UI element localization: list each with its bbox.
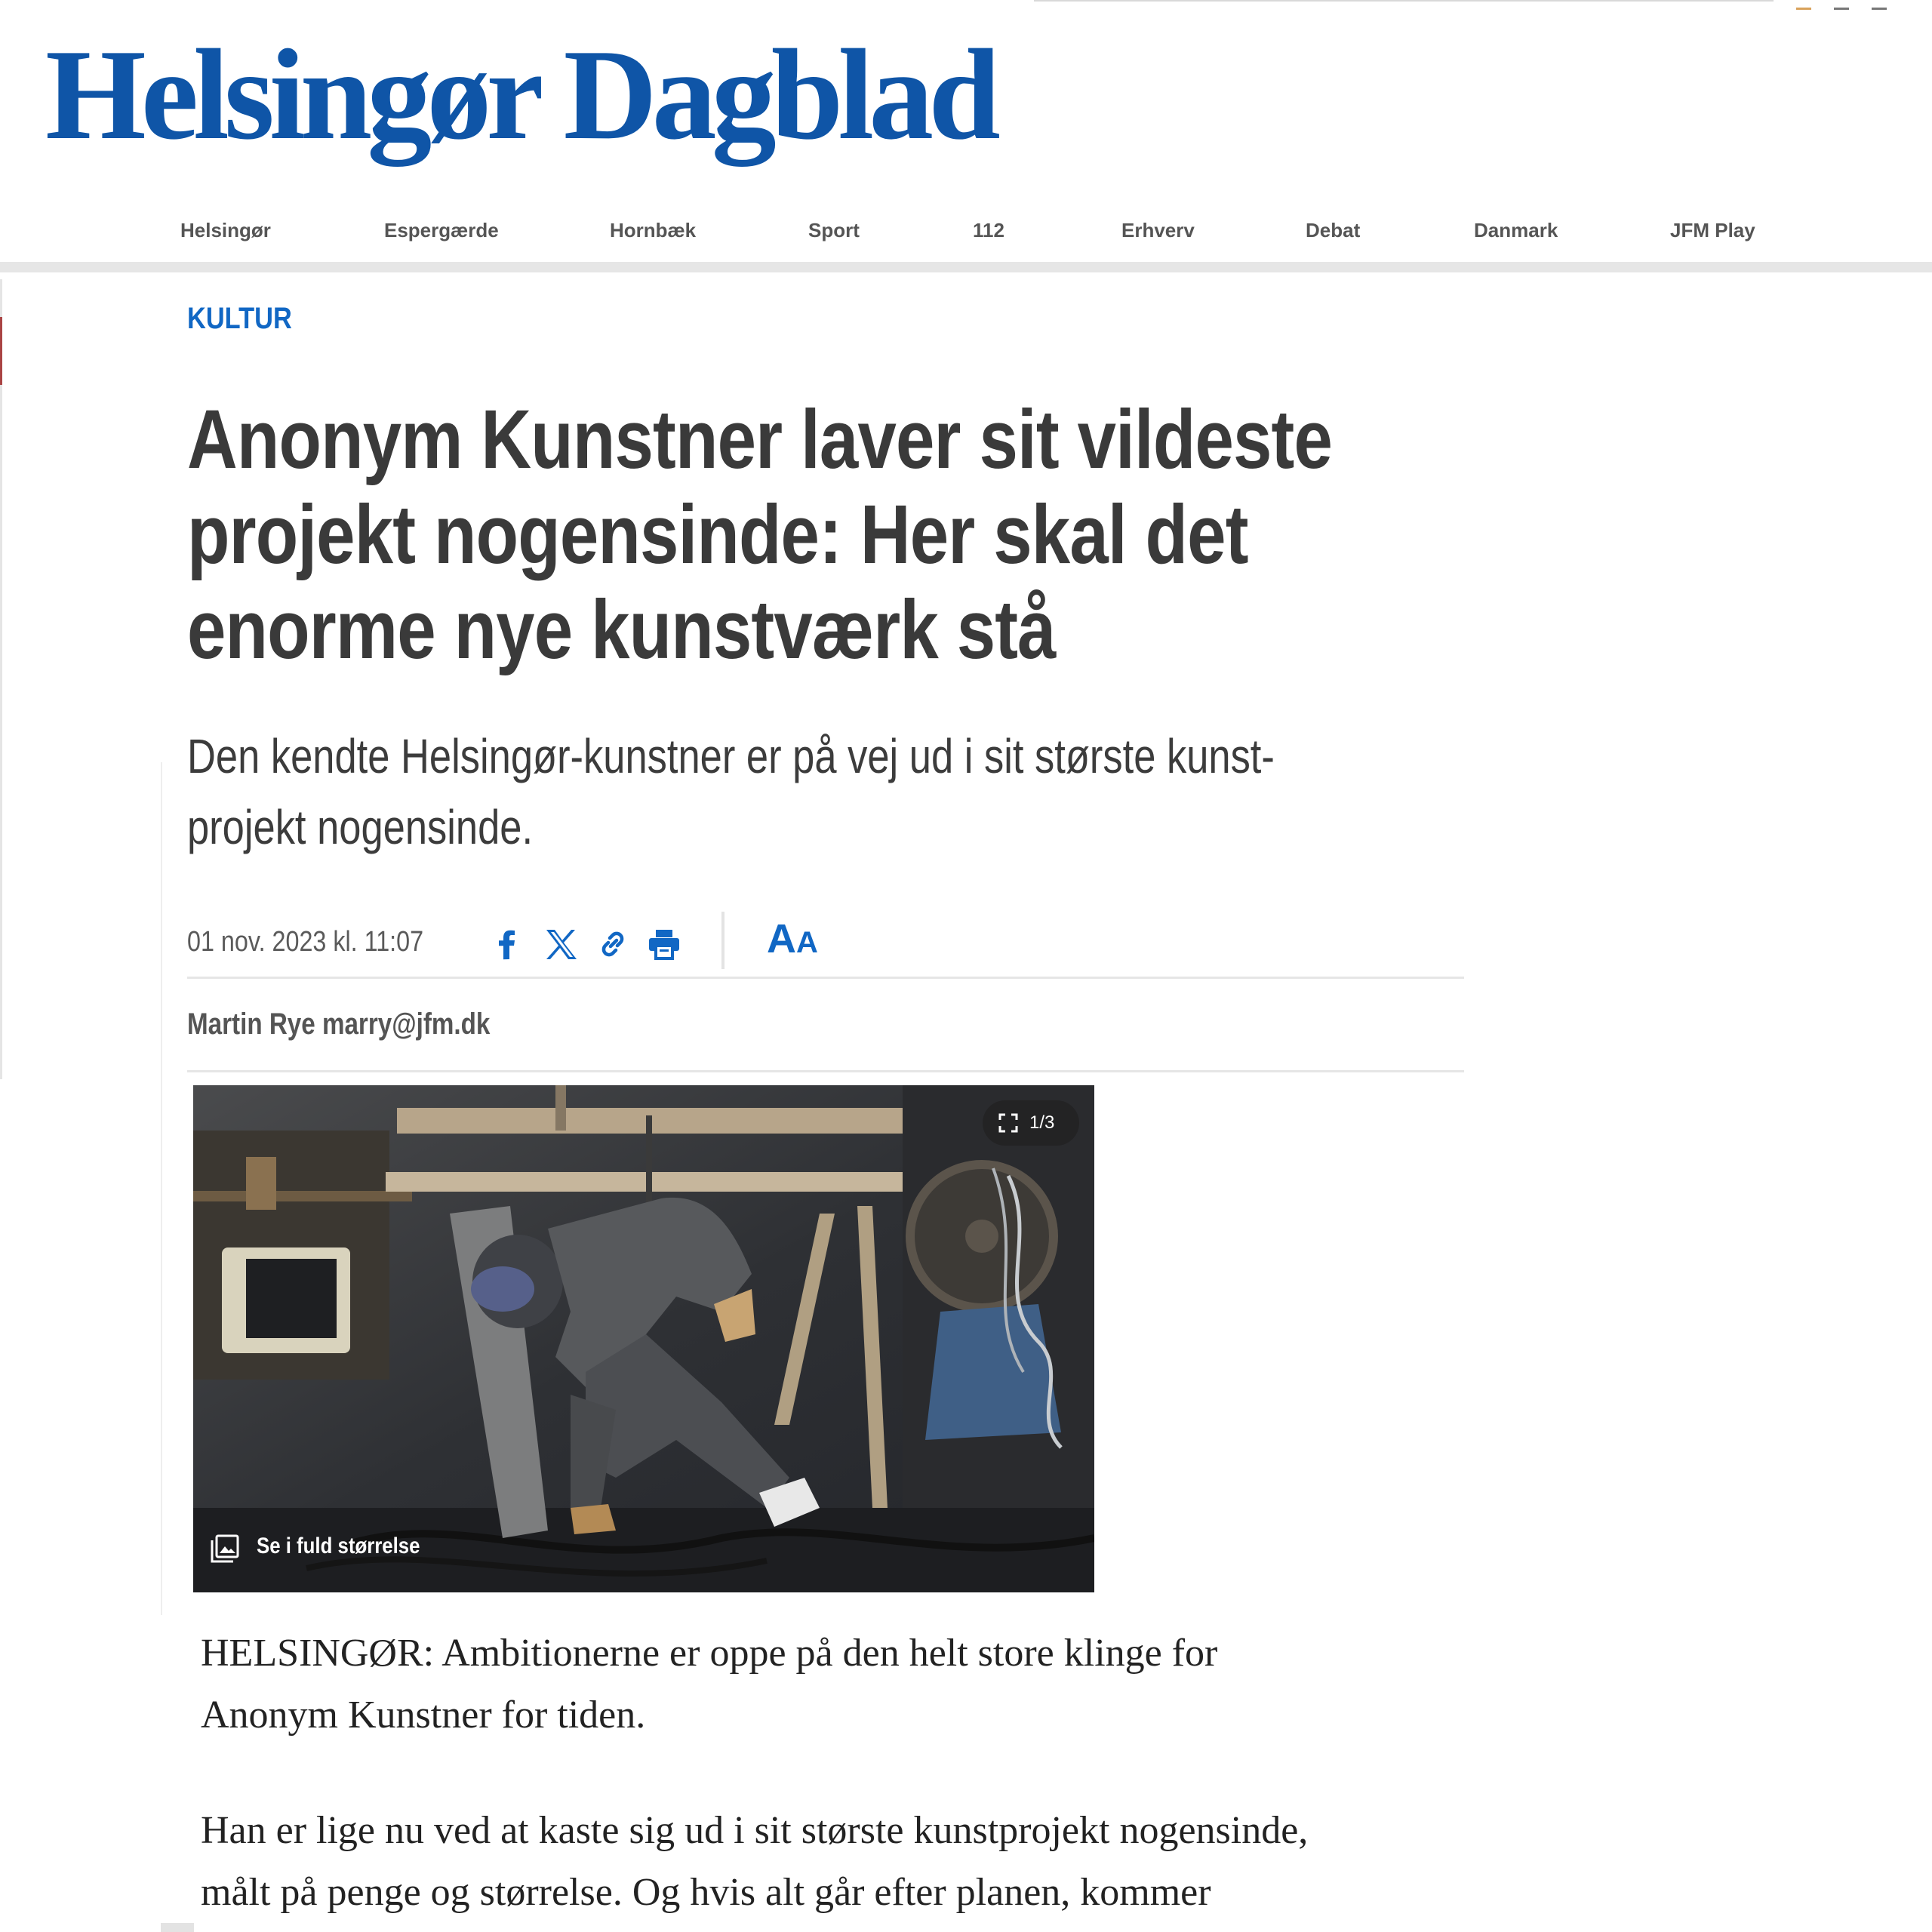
nav-item-espergaerde[interactable]: Espergærde	[384, 219, 499, 242]
article-subheading	[187, 721, 1611, 863]
nav-item-erhverv[interactable]: Erhverv	[1121, 219, 1195, 242]
facebook-icon[interactable]	[489, 926, 525, 962]
gallery-icon	[210, 1534, 240, 1564]
nav-item-sport[interactable]: Sport	[808, 219, 860, 242]
nav-item-hornbaek[interactable]: Hornbæk	[610, 219, 697, 242]
left-edge-marker	[0, 317, 2, 385]
headline-line: Anonym Kunstner laver sit vildeste	[187, 393, 1333, 486]
nav-item-helsingor[interactable]: Helsingør	[180, 219, 271, 242]
paragraph-line: Han er lige nu ved at kaste sig ud i sit største kunstprojekt nogensinde,	[201, 1809, 1309, 1852]
article-paragraph	[201, 1623, 1484, 1746]
publish-date: 01 nov. 2023 kl. 11:07	[187, 926, 424, 958]
paragraph-line: Anonym Kunstner for tiden.	[201, 1694, 646, 1737]
headline-line: enorme nye kunstværk stå	[187, 583, 1056, 676]
article-paragraph	[201, 1800, 1484, 1924]
link-icon[interactable]	[595, 926, 631, 962]
content-guide-line	[161, 762, 162, 1615]
nav-item-debat[interactable]: Debat	[1306, 219, 1361, 242]
paragraph-line: HELSINGØR: Ambitionerne er oppe på den helt store klinge for	[201, 1632, 1218, 1675]
view-fullsize-label: Se i fuld størrelse	[257, 1534, 420, 1558]
top-border-line	[1034, 0, 1774, 2]
meta-divider	[721, 912, 724, 969]
subheading-line: projekt nogensinde.	[187, 800, 534, 854]
article-headline	[187, 392, 1455, 678]
article-section-label[interactable]: KULTUR	[187, 302, 292, 335]
author-byline[interactable]: Martin Rye marry@jfm.dk	[187, 1008, 491, 1041]
nav-item-danmark[interactable]: Danmark	[1474, 219, 1558, 242]
x-icon[interactable]	[542, 926, 578, 962]
headline-line: projekt nogensinde: Her skal det	[187, 488, 1248, 581]
paragraph-line: målt på penge og størrelse. Og hvis alt går efter planen, kommer	[201, 1871, 1211, 1914]
nav-item-jfm-play[interactable]: JFM Play	[1670, 219, 1755, 242]
main-navigation	[0, 219, 1932, 255]
gallery-counter[interactable]	[983, 1100, 1079, 1146]
font-size-large-letter: A	[767, 916, 796, 961]
subheading-line: Den kendte Helsingør-kunstner er på vej ud i sit største kunst-	[187, 729, 1275, 783]
print-icon[interactable]	[646, 926, 682, 962]
expand-icon	[998, 1112, 1019, 1134]
article-image[interactable]	[193, 1085, 1094, 1592]
byline-rule	[187, 1070, 1464, 1072]
nav-item-112[interactable]: 112	[973, 219, 1004, 242]
meta-rule	[187, 977, 1464, 979]
article-meta-bar	[187, 909, 1464, 977]
left-edge-line	[0, 279, 2, 1079]
scroll-stub	[161, 1923, 194, 1932]
browser-extension-icons	[1796, 0, 1932, 2]
font-size-small-letter: A	[796, 926, 818, 959]
site-logo[interactable]: Helsingør Dagblad	[45, 23, 995, 167]
nav-divider-bar	[0, 262, 1932, 272]
welder-photo	[193, 1085, 1094, 1592]
gallery-counter-text: 1/3	[1029, 1112, 1055, 1133]
font-size-toggle[interactable]	[767, 918, 818, 959]
